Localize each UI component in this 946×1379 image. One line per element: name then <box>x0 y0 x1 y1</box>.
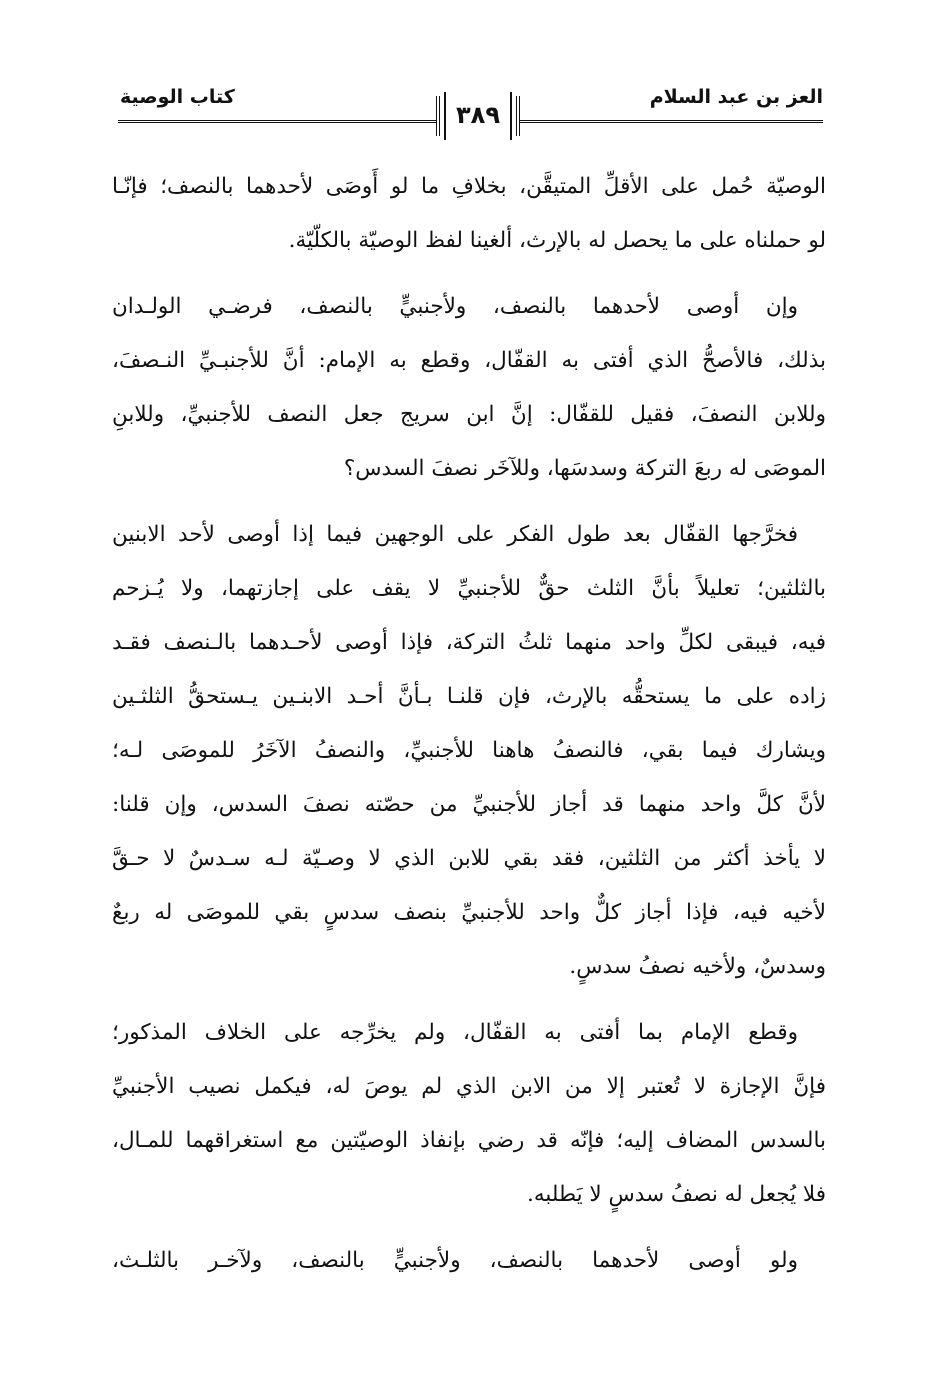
text-line: ويشارك فيما بقي، فالنصفُ هاهنا للأجنبيِّ، والنصفُ الآخَرُ للموصَى لـه؛ <box>112 738 826 763</box>
page-number-frame <box>436 96 520 136</box>
text-line: لو حملناه على ما يحصل له بالإرث، ألغينا لفظ الوصيّة بالكلّيّة. <box>288 228 826 253</box>
page-number: ٣٨٩ <box>456 101 500 129</box>
text-line: زاده على ما يستحقُّه بالإرث، فإن قلنـا بـأنَّ أحـد الابنـين يـستحقُّ الثلثـين <box>112 684 826 709</box>
page-text <box>112 160 826 1288</box>
text-line: بالثلثين؛ تعليلاً بأنَّ الثلث حقٌّ للأجنبيِّ لا يقف على إجازتهما، ولا يُـزحم <box>112 576 826 601</box>
text-line: بالسدس المضاف إليه؛ فإنّه قد رضي بإنفاذ الوصيّتين مع استغراقهما للمـال، <box>112 1128 826 1153</box>
text-line: وسدسٌ، ولأخيه نصفُ سدسٍ. <box>569 954 826 979</box>
paragraph <box>112 1006 826 1222</box>
paragraph <box>112 280 826 496</box>
page-header <box>118 84 823 146</box>
text-line: فلا يُجعل له نصفُ سدسٍ لا يَطلبه. <box>527 1182 826 1207</box>
text-line: الموصَى له ربعَ التركة وسدسَها، وللآخَر نصفَ السدس؟ <box>343 456 826 481</box>
paragraph <box>112 160 826 268</box>
text-line: فيه، فيبقى لكلِّ واحد منهما ثلثُ التركة، فإذا أوصى لأحـدهما بالـنصف فقـد <box>112 630 826 655</box>
text-line: الوصيّة حُمل على الأقلِّ المتيقَّن، بخلافِ ما لو أَوصَى لأحدهما بالنصف؛ فإنّـا <box>112 174 826 199</box>
paragraph <box>112 1234 826 1288</box>
text-line: فخرَّجها القفّال بعد طول الفكر على الوجهين فيما إذا أوصى لأحد الابنين <box>112 522 798 547</box>
chapter-running-head: كتاب الوصية <box>120 86 235 108</box>
text-line: لأنَّ كلَّ واحد منهما قد أجاز للأجنبيِّ من حصّته نصفَ السدس، وإن قلنا: <box>112 792 826 817</box>
text-line: لأخيه فيه، فإذا أجاز كلٌّ واحد للأجنبيِّ بنصف سدسٍ بقي للموصَى له ربعٌ <box>112 900 826 925</box>
text-line: وقطع الإمام بما أفتى به القفّال، ولم يخرِّجه على الخلاف المذكور؛ <box>112 1020 798 1045</box>
text-line: ولو أوصى لأحدهما بالنصف، ولأجنبيٍّ بالنصف، ولآخـر بالثلـث، <box>112 1248 798 1273</box>
author-running-head: العز بن عبد السلام <box>649 86 823 108</box>
paragraph <box>112 508 826 994</box>
text-line: بذلك، فالأصحُّ الذي أفتى به القفّال، وقطع به الإمام: أنَّ للأجنبـيِّ النـصفَ، <box>112 348 826 373</box>
text-line: لا يأخذ أكثر من الثلثين، فقد بقي للابن الذي لا وصـيّة لـه سـدسٌ لا حـقَّ <box>112 846 826 871</box>
text-line: وإن أوصى لأحدهما بالنصف، ولأجنبيٍّ بالنصف، فرضـي الولـدان <box>112 294 798 319</box>
text-line: فإنَّ الإجازة لا تُعتبر إلا من الابن الذي لم يوصَ له، فيكمل نصيب الأجنبيِّ <box>112 1074 826 1099</box>
text-line: وللابن النصفَ، فقيل للقفّال: إنَّ ابن سريج جعل النصف للأجنبيِّ، وللابنِ <box>112 402 826 427</box>
